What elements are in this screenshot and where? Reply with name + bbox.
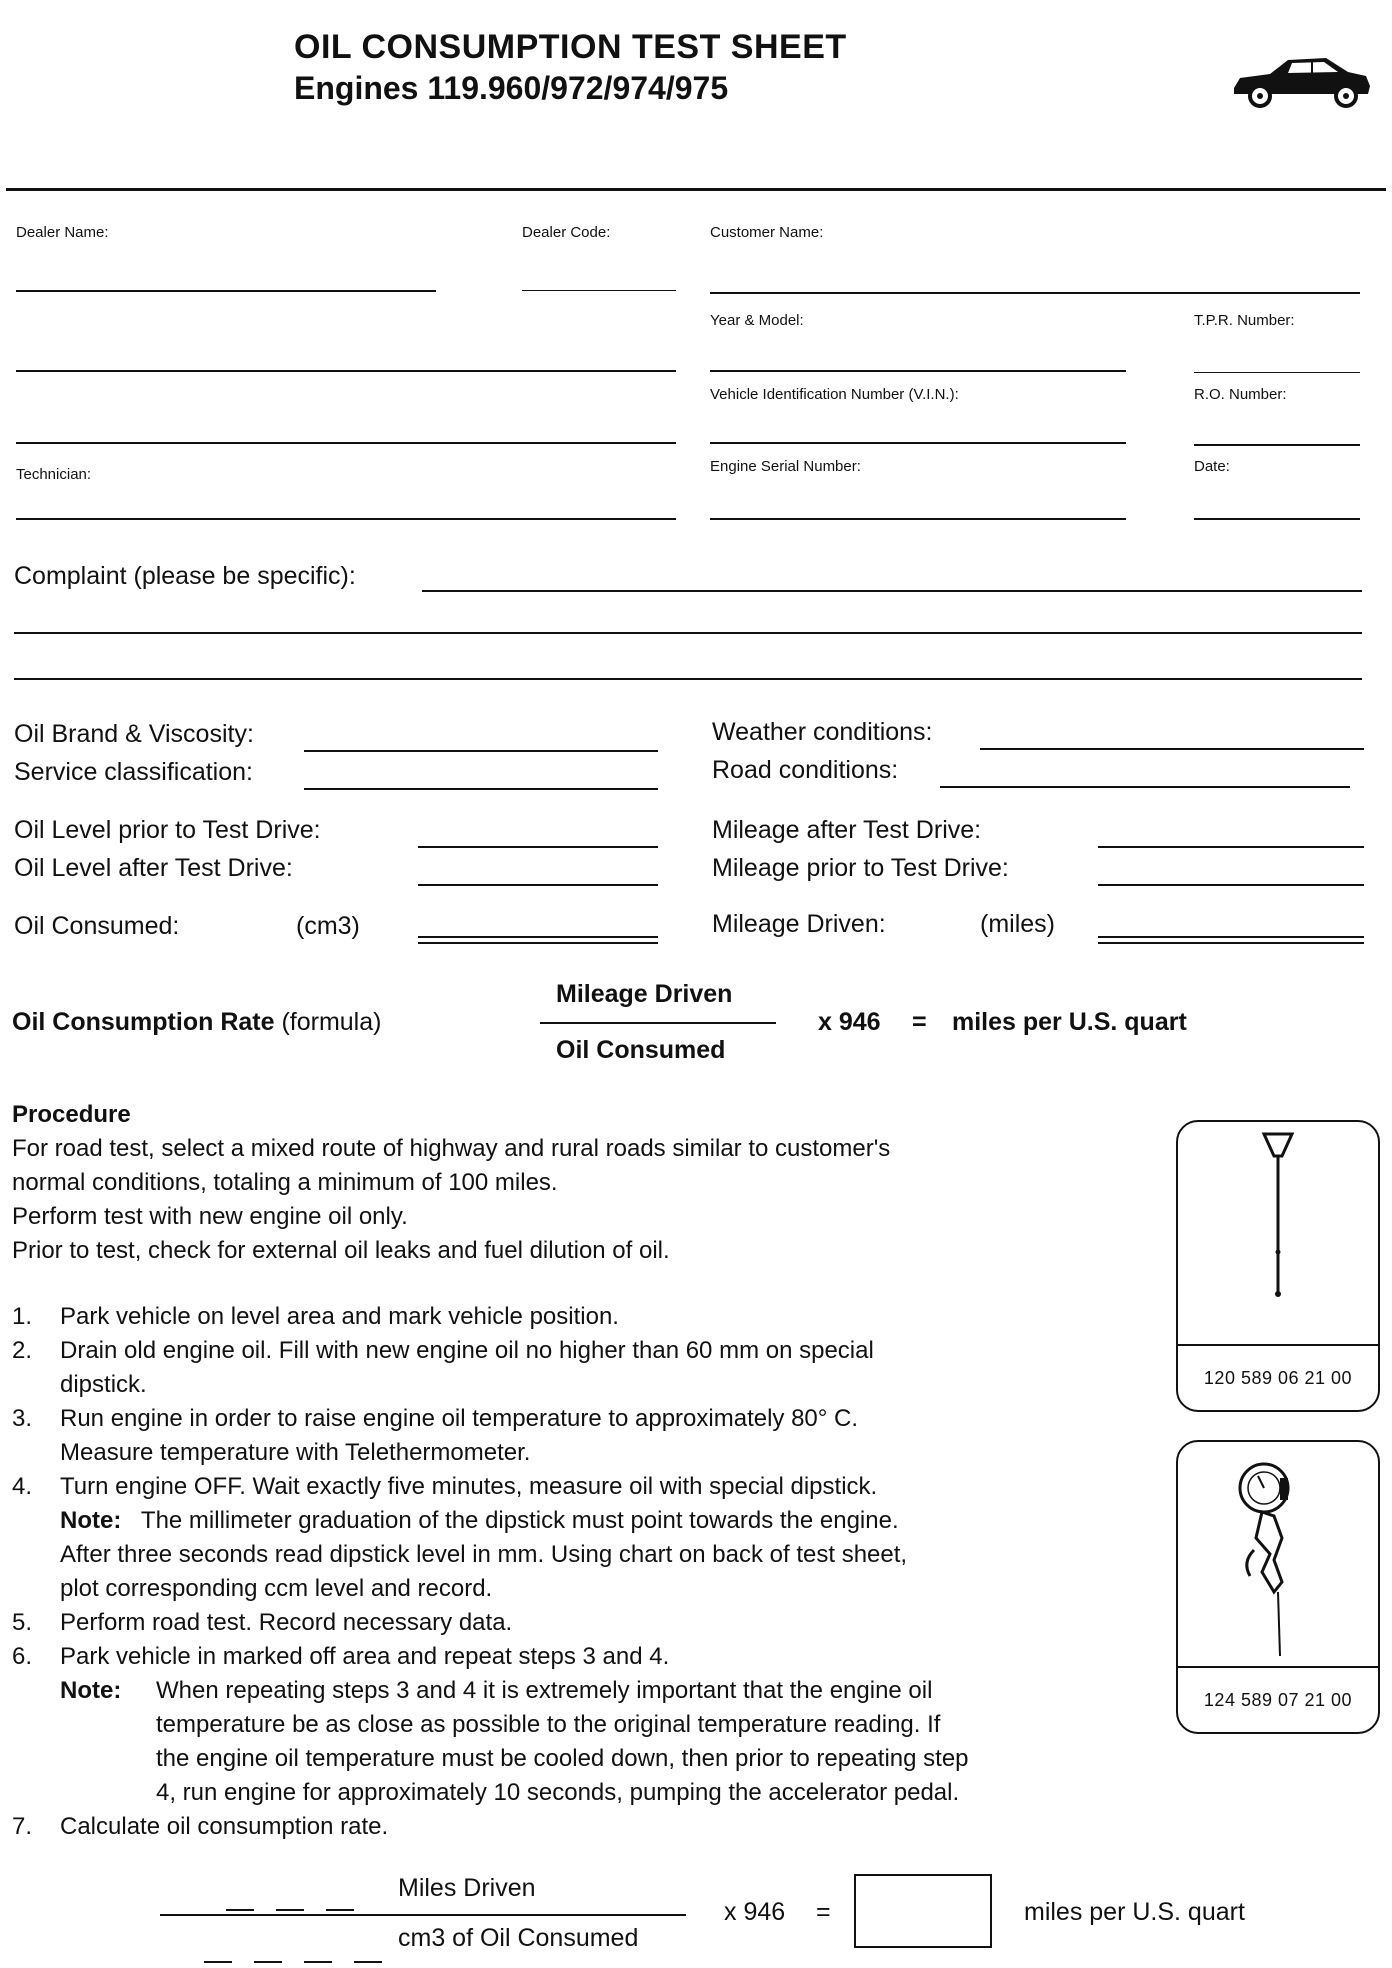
result-box[interactable] — [854, 1874, 992, 1948]
oil-prior-line — [418, 846, 658, 848]
vin-label: Vehicle Identification Number (V.I.N.): — [710, 386, 959, 403]
dealer-city-field[interactable] — [16, 408, 676, 440]
mileage-after-line — [1098, 846, 1364, 848]
mileage-prior-field[interactable] — [1098, 854, 1364, 884]
oil-consumed-line — [418, 936, 658, 938]
customer-name-line — [710, 292, 1360, 294]
engine-serial-line — [710, 518, 1126, 520]
mileage-prior-line — [1098, 884, 1364, 886]
formula-label-bold: Oil Consumption Rate — [12, 1008, 275, 1036]
engine-serial-field[interactable] — [710, 484, 1126, 516]
step-1-text — [60, 1300, 619, 1334]
complaint-field-3[interactable] — [14, 642, 1362, 672]
note-line: plot corresponding ccm level and record. — [60, 1575, 493, 1602]
step-line: Calculate oil consumption rate. — [60, 1813, 389, 1840]
technician-line — [16, 518, 676, 520]
formula-fraction-bar — [540, 1022, 776, 1024]
step-number: 1. — [12, 1303, 33, 1330]
sheet-title: OIL CONSUMPTION TEST SHEET — [294, 28, 847, 66]
calc-numerator: Miles Driven — [398, 1874, 536, 1902]
weather-label: Weather conditions: — [712, 718, 933, 746]
note-line: When repeating steps 3 and 4 it is extremely important that the engine oil — [156, 1677, 933, 1704]
step-line: Drain old engine oil. Fill with new engine oil no higher than 60 mm on special — [60, 1337, 874, 1364]
dealer-city-line — [16, 442, 676, 444]
formula-result: miles per U.S. quart — [952, 1008, 1187, 1036]
calc-denominator: cm3 of Oil Consumed — [398, 1924, 639, 1952]
note-label: Note: — [60, 1677, 122, 1704]
step-number: 4. — [12, 1473, 33, 1500]
dealer-address-line — [16, 370, 676, 372]
ro-number-line — [1194, 444, 1360, 446]
formula-multiplier: x 946 — [818, 1008, 881, 1036]
vin-line — [710, 442, 1126, 444]
step-6-note — [156, 1674, 969, 1810]
intro-line: Perform test with new engine oil only. — [12, 1203, 408, 1230]
dealer-name-label: Dealer Name: — [16, 224, 109, 241]
calc-multiplier: x 946 — [724, 1898, 786, 1926]
note-line: After three seconds read dipstick level in mm. Using chart on back of test sheet, — [60, 1541, 908, 1568]
step-4-note — [60, 1504, 907, 1538]
note-line: the engine oil temperature must be cooled down, then prior to repeating step — [156, 1745, 969, 1772]
oil-brand-line — [304, 750, 658, 752]
oil-consumed-line-double — [418, 942, 658, 944]
date-label: Date: — [1194, 458, 1230, 475]
calc-equals: = — [816, 1898, 831, 1926]
telethermometer-part-number: 124 589 07 21 00 — [1178, 1666, 1378, 1732]
dealer-name-line — [16, 290, 436, 292]
engine-serial-label: Engine Serial Number: — [710, 458, 861, 475]
dipstick-icon — [1178, 1122, 1378, 1342]
road-line — [940, 786, 1350, 788]
step-line: Park vehicle in marked off area and repeat steps 3 and 4. — [60, 1643, 670, 1670]
dealer-code-field[interactable] — [522, 256, 676, 288]
note-line: 4, run engine for approximately 10 seconds, pumping the accelerator pedal. — [156, 1779, 960, 1806]
step-6-text — [60, 1640, 669, 1674]
note-line: temperature be as close as possible to the original temperature reading. If — [156, 1711, 941, 1738]
procedure-heading: Procedure — [12, 1101, 131, 1128]
calc-fraction-bar — [160, 1914, 686, 1916]
step-line: dipstick. — [60, 1371, 147, 1398]
step-2-text — [60, 1334, 874, 1402]
complaint-field-2[interactable] — [14, 600, 1362, 630]
complaint-label: Complaint (please be specific): — [14, 562, 356, 590]
step-line: Perform road test. Record necessary data. — [60, 1609, 513, 1636]
car-icon — [1230, 50, 1372, 110]
step-number: 2. — [12, 1337, 33, 1364]
calc-result: miles per U.S. quart — [1024, 1898, 1245, 1926]
tpr-number-field[interactable] — [1194, 334, 1360, 366]
sheet-subtitle: Engines 119.960/972/974/975 — [294, 70, 729, 106]
dealer-address-field[interactable] — [16, 334, 676, 366]
date-field[interactable] — [1194, 484, 1360, 516]
step-line: Turn engine OFF. Wait exactly five minutes, measure oil with special dipstick. — [60, 1473, 878, 1500]
dealer-code-label: Dealer Code: — [522, 224, 611, 241]
step-number: 6. — [12, 1643, 33, 1670]
year-model-line — [710, 370, 1126, 372]
tpr-number-line — [1194, 372, 1360, 373]
note-label: Note: — [60, 1507, 122, 1534]
formula-denominator: Oil Consumed — [556, 1036, 726, 1064]
mileage-driven-label: Mileage Driven: — [712, 910, 886, 938]
oil-consumed-unit: (cm3) — [296, 912, 360, 940]
formula-equals: = — [912, 1008, 927, 1036]
weather-field[interactable] — [980, 718, 1364, 748]
mileage-driven-field[interactable] — [1098, 906, 1364, 936]
step-line: Measure temperature with Telethermometer. — [60, 1439, 531, 1466]
oil-prior-field[interactable] — [418, 816, 658, 846]
mileage-driven-unit: (miles) — [980, 910, 1055, 938]
step-number: 7. — [12, 1813, 33, 1840]
service-class-label: Service classification: — [14, 758, 253, 786]
technician-field[interactable] — [16, 484, 676, 516]
mileage-prior-label: Mileage prior to Test Drive: — [712, 854, 1009, 882]
road-label: Road conditions: — [712, 756, 899, 784]
mileage-after-label: Mileage after Test Drive: — [712, 816, 982, 844]
complaint-line-1 — [422, 590, 1362, 592]
oil-after-line — [418, 884, 658, 886]
complaint-line-2 — [14, 632, 1362, 634]
service-class-line — [304, 788, 658, 790]
dipstick-tool-box — [1176, 1120, 1380, 1412]
procedure-intro — [12, 1132, 890, 1268]
road-field[interactable] — [940, 756, 1350, 786]
formula-label-rest: (formula) — [281, 1008, 382, 1036]
ro-number-field[interactable] — [1194, 408, 1360, 440]
tpr-number-label: T.P.R. Number: — [1194, 312, 1295, 329]
service-class-field[interactable] — [304, 758, 658, 788]
vin-field[interactable] — [710, 408, 1126, 440]
telethermometer-icon — [1178, 1442, 1378, 1666]
intro-line: Prior to test, check for external oil leaks and fuel dilution of oil. — [12, 1237, 670, 1264]
oil-brand-label: Oil Brand & Viscosity: — [14, 720, 254, 748]
step-number: 3. — [12, 1405, 33, 1432]
date-line — [1194, 518, 1360, 520]
step-line: Park vehicle on level area and mark vehicle position. — [60, 1303, 619, 1330]
oil-consumed-blanks — [204, 1950, 404, 1968]
ro-number-label: R.O. Number: — [1194, 386, 1287, 403]
oil-consumed-label: Oil Consumed: — [14, 912, 180, 940]
oil-prior-label: Oil Level prior to Test Drive: — [14, 816, 321, 844]
oil-after-label: Oil Level after Test Drive: — [14, 854, 293, 882]
oil-after-field[interactable] — [418, 854, 658, 884]
customer-name-field[interactable] — [710, 256, 1360, 288]
intro-line: normal conditions, totaling a minimum of 100 miles. — [12, 1169, 558, 1196]
step-line: Run engine in order to raise engine oil temperature to approximately 80° C. — [60, 1405, 859, 1432]
formula-numerator: Mileage Driven — [556, 980, 733, 1008]
telethermometer-tool-box — [1176, 1440, 1380, 1734]
mileage-after-field[interactable] — [1098, 816, 1364, 846]
step-4-text — [60, 1470, 907, 1606]
customer-name-label: Customer Name: — [710, 224, 824, 241]
dipstick-part-number: 120 589 06 21 00 — [1178, 1344, 1378, 1410]
year-model-label: Year & Model: — [710, 312, 804, 329]
technician-label: Technician: — [16, 466, 92, 483]
mileage-driven-line-double — [1098, 942, 1364, 944]
header-divider — [6, 188, 1386, 191]
step-number: 5. — [12, 1609, 33, 1636]
complaint-field-1[interactable] — [422, 560, 1362, 590]
dealer-name-field[interactable] — [16, 256, 436, 288]
intro-line: For road test, select a mixed route of highway and rural roads similar to customer's — [12, 1135, 891, 1162]
oil-consumed-field[interactable] — [418, 906, 658, 936]
mileage-driven-line — [1098, 936, 1364, 938]
step-5-text — [60, 1606, 512, 1640]
weather-line — [980, 748, 1364, 750]
dealer-code-line — [522, 290, 676, 291]
complaint-line-3 — [14, 678, 1362, 680]
formula-label — [12, 1008, 381, 1037]
step-7-text — [60, 1810, 388, 1844]
year-model-field[interactable] — [710, 334, 1126, 366]
oil-brand-field[interactable] — [304, 720, 658, 750]
note-line: The millimeter graduation of the dipstick must point towards the engine. — [140, 1507, 899, 1534]
step-3-text — [60, 1402, 858, 1470]
